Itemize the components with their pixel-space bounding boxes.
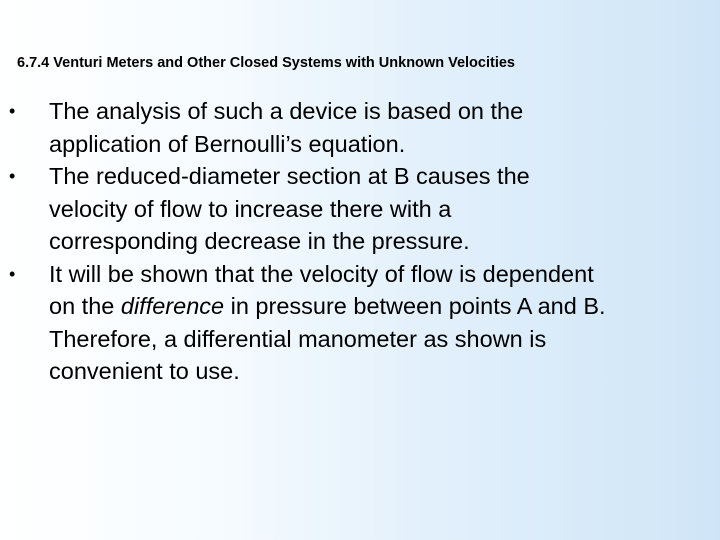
- bullet-line: The analysis of such a device is based on the: [49, 98, 524, 124]
- text-run: on the: [49, 293, 121, 319]
- bullet-line: velocity of flow to increase there with a: [49, 195, 452, 222]
- bullet-line: [49, 290, 720, 323]
- bullet-list: [0, 95, 720, 388]
- slide-title: 6.7.4 Venturi Meters and Other Closed Systems with Unknown Velocities: [17, 55, 515, 71]
- bullet-line: application of Bernoulli’s equation.: [49, 130, 406, 157]
- bullet-line: Therefore, a differential manometer as shown is: [49, 325, 547, 352]
- bullet-item: [0, 160, 720, 258]
- bullet-icon: •: [9, 166, 16, 186]
- bullet-icon: •: [9, 263, 16, 284]
- bullet-line: The reduced-diameter section at B causes the: [49, 163, 530, 189]
- bullet-line: convenient to use.: [49, 358, 240, 384]
- bullet-icon: •: [9, 101, 16, 121]
- text-run: in pressure between points A and B.: [224, 293, 606, 319]
- bullet-item: [0, 95, 720, 160]
- emphasis-text: difference: [120, 293, 225, 319]
- bullet-item: [0, 258, 720, 388]
- bullet-line: corresponding decrease in the pressure.: [49, 228, 470, 254]
- bullet-line: It will be shown that the velocity of flow is dependent: [49, 260, 594, 287]
